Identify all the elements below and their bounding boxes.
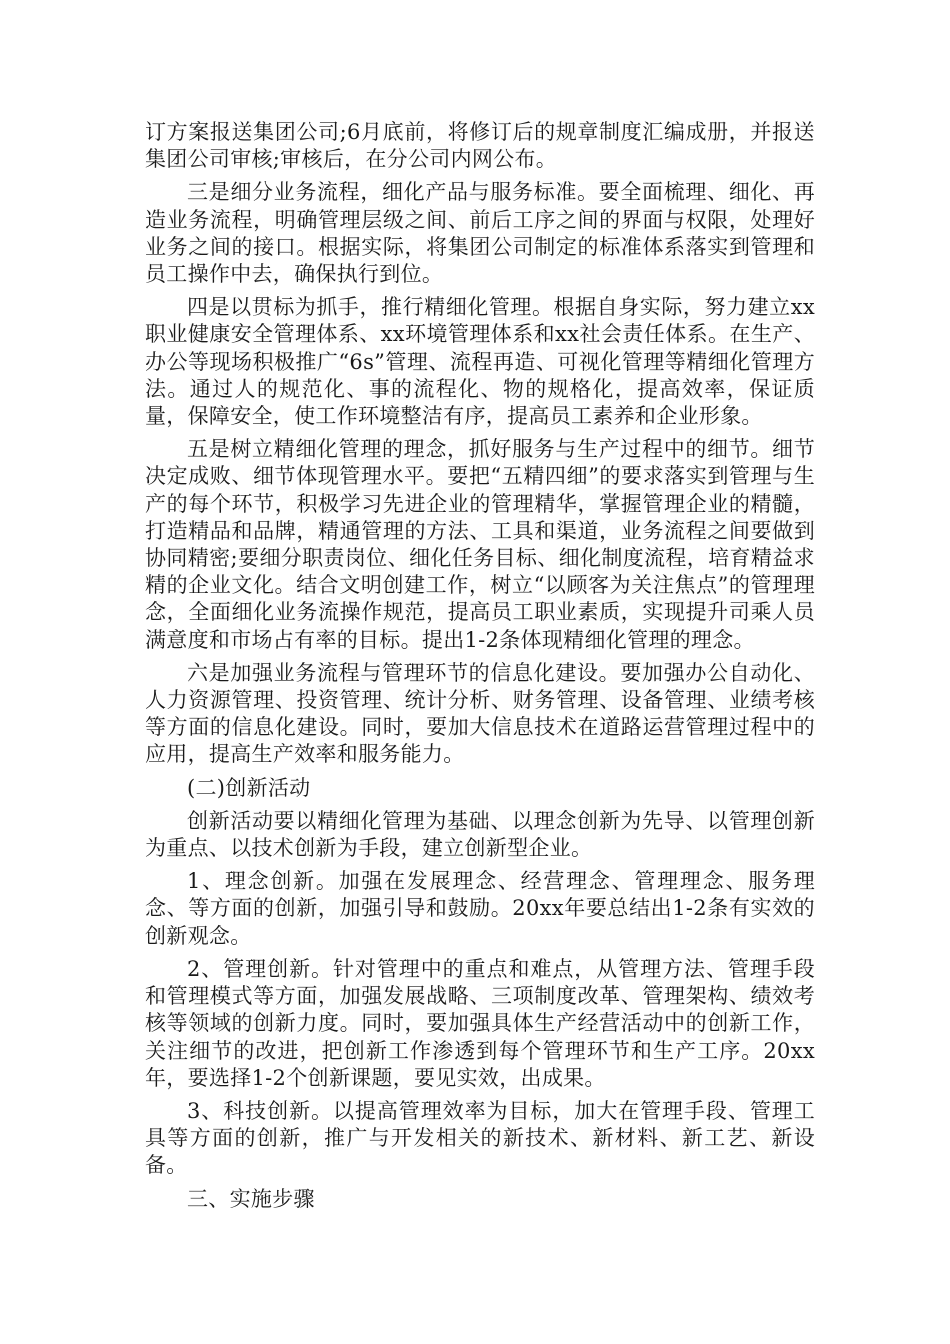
paragraph-innovation-intro: 创新活动要以精细化管理为基础、以理念创新为先导、以管理创新为重点、以技术创新为手段，建立创新型企业。 (145, 808, 815, 861)
section-heading-innovation: (二)创新活动 (187, 775, 311, 800)
document-body (145, 119, 815, 1219)
paragraph-point-six: 六是加强业务流程与管理环节的信息化建设。要加强办公自动化、人力资源管理、投资管理、统计分析、财务管理、设备管理、业绩考核等方面的信息化建设。同时，要加大信息技术在道路运营管理过程中的应用，提高生产效率和服务能力。 (145, 660, 815, 767)
paragraph-management-innovation: 2、管理创新。针对管理中的重点和难点，从管理方法、管理手段和管理模式等方面，加强发展战略、三项制度改革、管理架构、绩效考核等领域的创新力度。同时，要加强具体生产经营活动中的创新工作，关注细节的改进，把创新工作渗透到每个管理环节和生产工序。20xx年，要选择1-2个创新课题，要见实效，出成果。 (145, 956, 815, 1090)
section-heading-implementation: 三、实施步骤 (187, 1186, 315, 1211)
paragraph-point-four: 四是以贯标为抓手，推行精细化管理。根据自身实际，努力建立xx职业健康安全管理体系、xx环境管理体系和xx社会责任体系。在生产、办公等现场积极推广“6s”管理、流程再造、可视化管理等精细化管理方法。通过人的规范化、事的流程化、物的规格化，提高效率，保证质量，保障安全，使工作环境整洁有序，提高员工素养和企业形象。 (145, 295, 815, 429)
paragraph-tech-innovation: 3、科技创新。以提高管理效率为目标，加大在管理手段、管理工具等方面的创新，推广与开发相关的新技术、新材料、新工艺、新设备。 (145, 1098, 815, 1178)
paragraph-continuation: 订方案报送集团公司;6月底前，将修订后的规章制度汇编成册，并报送集团公司审核;审核后，在分公司内网公布。 (145, 120, 815, 172)
paragraph-concept-innovation: 1、理念创新。加强在发展理念、经营理念、管理理念、服务理念、等方面的创新，加强引导和鼓励。20xx年要总结出1-2条有实效的创新观念。 (145, 869, 815, 948)
paragraph-point-three: 三是细分业务流程，细化产品与服务标准。要全面梳理、细化、再造业务流程，明确管理层级之间、前后工序之间的界面与权限，处理好业务之间的接口。根据实际，将集团公司制定的标准体系落实到管理和员工操作中去，确保执行到位。 (145, 180, 815, 287)
paragraph-point-five: 五是树立精细化管理的理念，抓好服务与生产过程中的细节。细节决定成败、细节体现管理水平。要把“五精四细”的要求落实到管理与生产的每个环节，积极学习先进企业的管理精华，掌握管理企业的精髓，打造精品和品牌，精通管理的方法、工具和渠道，业务流程之间要做到协同精密;要细分职责岗位、细化任务目标、细化制度流程，培育精益求精的企业文化。结合文明创建工作，树立“以顾客为关注焦点”的管理理念，全面细化业务流操作规范，提高员工职业素质，实现提升司乘人员满意度和市场占有率的目标。提出1-2条体现精细化管理的理念。 (145, 437, 815, 652)
